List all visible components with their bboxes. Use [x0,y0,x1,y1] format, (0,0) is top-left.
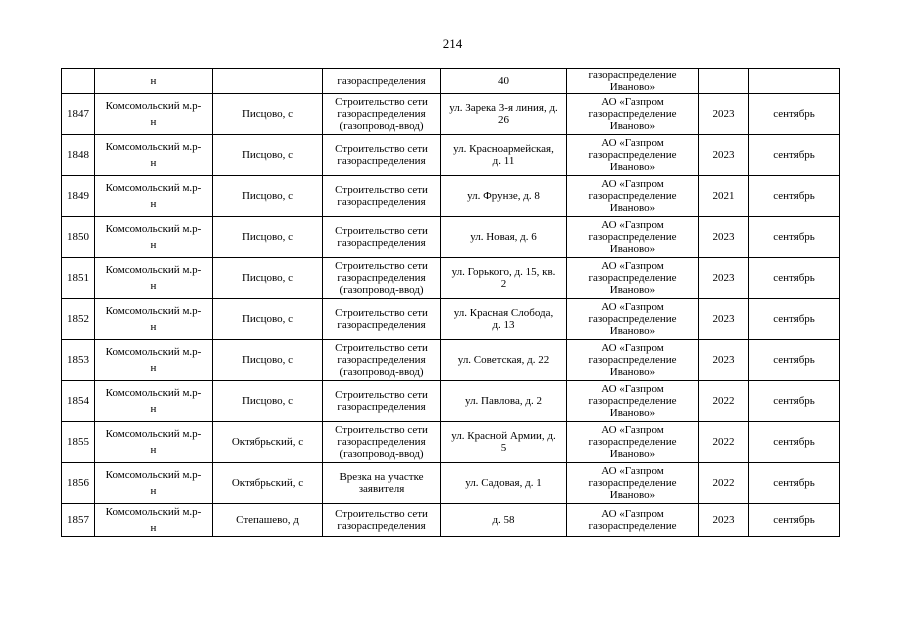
district-cell [95,381,213,422]
address-line: д. 58 [492,514,515,526]
organization-line: Иваново» [609,120,656,132]
address-line: ул. Павлова, д. 2 [465,395,542,407]
work-type-line: (газопровод-ввод) [339,284,424,296]
address-line: 26 [498,114,509,126]
district-line: Комсомольский м.р- [105,141,202,153]
row-number-cell: 1853 [62,340,95,381]
organization-cell [567,463,699,504]
organization-cell [567,340,699,381]
district-line: н [150,362,157,374]
work-type-line: газораспределения [337,436,426,448]
row-number-cell: 1855 [62,422,95,463]
organization-line: Иваново» [609,448,656,460]
work-type-line: газораспределения [337,319,426,331]
district-cell [95,463,213,504]
month-cell: сентябрь [749,217,840,258]
work-type-cell [323,69,441,94]
address-line: ул. Новая, д. 6 [470,231,537,243]
organization-cell [567,94,699,135]
work-type-cell [323,340,441,381]
work-type-line: Строительство сети [335,96,428,108]
month-cell: сентябрь [749,176,840,217]
settlement-cell: Писцово, с [213,258,323,299]
address-line: д. 11 [492,155,515,167]
month-cell: сентябрь [749,504,840,537]
work-type-line: газораспределения [337,108,426,120]
organization-line: АО «Газпром [601,424,664,436]
organization-line: Иваново» [609,284,656,296]
address-line: ул. Садовая, д. 1 [465,477,542,489]
work-type-line: Строительство сети [335,307,428,319]
settlement-cell: Октябрьский, с [213,463,323,504]
month-cell: сентябрь [749,463,840,504]
address-line: ул. Горького, д. 15, кв. [451,266,556,278]
organization-line: газораспределение [588,354,677,366]
month-cell [749,69,840,94]
organization-cell [567,135,699,176]
organization-line: газораспределение [588,313,677,325]
row-number-cell: 1850 [62,217,95,258]
row-number-cell [62,69,95,94]
district-cell: н [95,69,213,94]
district-cell [95,94,213,135]
organization-line: АО «Газпром [601,301,664,313]
table-row [62,504,840,537]
month-cell: сентябрь [749,94,840,135]
work-type-cell [323,176,441,217]
month-cell: сентябрь [749,422,840,463]
work-type-cell [323,504,441,537]
organization-line: Иваново» [609,407,656,419]
table-row [62,69,840,94]
organization-cell [567,504,699,537]
district-line: Комсомольский м.р- [105,346,202,358]
district-line: Комсомольский м.р- [105,305,202,317]
district-line: Комсомольский м.р- [105,223,202,235]
work-type-line: Строительство сети [335,260,428,272]
work-type-cell [323,422,441,463]
district-line: н [150,280,157,292]
address-cell [441,258,567,299]
year-cell: 2023 [699,94,749,135]
address-cell [441,69,567,94]
district-line: Комсомольский м.р- [105,100,202,112]
table-row [62,299,840,340]
year-cell [699,69,749,94]
district-line: Комсомольский м.р- [105,469,202,481]
table-row [62,135,840,176]
district-cell [95,504,213,537]
district-line: н [150,321,157,333]
district-line: Комсомольский м.р- [105,387,202,399]
organization-cell [567,299,699,340]
work-type-cell [323,258,441,299]
settlement-cell: Писцово, с [213,94,323,135]
organization-line: АО «Газпром [601,508,664,520]
settlement-cell: Писцово, с [213,381,323,422]
organization-line: Иваново» [609,81,656,93]
organization-line: Иваново» [609,489,656,501]
work-type-line: Строительство сети [335,184,428,196]
month-cell: сентябрь [749,299,840,340]
row-number-cell: 1851 [62,258,95,299]
organization-line: АО «Газпром [601,219,664,231]
table-row [62,217,840,258]
organization-line: Иваново» [609,202,656,214]
address-line: ул. Фрунзе, д. 8 [467,190,540,202]
organization-line: газораспределение [588,69,677,81]
organization-line: газораспределение [588,395,677,407]
table-row [62,381,840,422]
work-type-line: Строительство сети [335,424,428,436]
district-cell [95,340,213,381]
year-cell: 2022 [699,422,749,463]
work-type-line: Строительство сети [335,508,428,520]
year-cell: 2021 [699,176,749,217]
organization-line: газораспределение [588,477,677,489]
settlement-cell [213,69,323,94]
table-row [62,94,840,135]
district-line: Комсомольский м.р- [105,264,202,276]
organization-line: газораспределение [588,231,677,243]
row-number-cell: 1854 [62,381,95,422]
district-cell [95,176,213,217]
work-type-line: Строительство сети [335,342,428,354]
organization-line: газораспределение [588,272,677,284]
organization-line: Иваново» [609,243,656,255]
organization-line: АО «Газпром [601,465,664,477]
address-line: ул. Зарека 3-я линия, д. [449,102,558,114]
organization-line: Иваново» [609,161,656,173]
address-cell [441,176,567,217]
row-number-cell: 1852 [62,299,95,340]
table-row [62,176,840,217]
address-cell [441,422,567,463]
district-cell [95,422,213,463]
address-cell [441,381,567,422]
district-line: н [150,485,157,497]
table-row [62,422,840,463]
address-line: ул. Советская, д. 22 [457,354,550,366]
address-cell [441,217,567,258]
address-cell [441,299,567,340]
year-cell: 2023 [699,217,749,258]
organization-cell [567,422,699,463]
district-line: н [150,403,157,415]
address-line: 5 [500,442,507,454]
work-type-cell [323,217,441,258]
organization-cell [567,69,699,94]
year-cell: 2022 [699,381,749,422]
work-type-line: газораспределения [337,237,426,249]
table-body [62,69,840,537]
district-cell [95,299,213,340]
organization-line: АО «Газпром [601,137,664,149]
organization-line: АО «Газпром [601,96,664,108]
organization-line: АО «Газпром [601,342,664,354]
work-type-line: газораспределения [337,520,426,532]
work-type-cell [323,299,441,340]
district-cell [95,217,213,258]
address-line: 2 [500,278,507,290]
year-cell: 2022 [699,463,749,504]
district-line: н [150,522,157,534]
work-type-line: газораспределения [337,272,426,284]
settlement-cell: Писцово, с [213,135,323,176]
month-cell: сентябрь [749,381,840,422]
month-cell: сентябрь [749,340,840,381]
organization-line: газораспределение [588,149,677,161]
year-cell: 2023 [699,340,749,381]
settlement-cell: Писцово, с [213,176,323,217]
organization-line: газораспределение [588,520,677,532]
year-cell: 2023 [699,504,749,537]
address-line: ул. Красной Армии, д. [451,430,556,442]
settlement-cell: Октябрьский, с [213,422,323,463]
district-cell [95,258,213,299]
table-row [62,463,840,504]
organization-cell [567,217,699,258]
organization-cell [567,176,699,217]
district-cell [95,135,213,176]
row-number-cell: 1847 [62,94,95,135]
district-line: н [150,198,157,210]
year-cell: 2023 [699,299,749,340]
gas-program-table [61,68,840,537]
month-cell: сентябрь [749,258,840,299]
work-type-cell [323,94,441,135]
row-number-cell: 1848 [62,135,95,176]
work-type-line: Врезка на участке [339,471,424,483]
settlement-cell: Писцово, с [213,217,323,258]
organization-line: АО «Газпром [601,260,664,272]
district-line: н [150,239,157,251]
organization-cell [567,381,699,422]
address-cell [441,463,567,504]
organization-line: АО «Газпром [601,178,664,190]
organization-line: АО «Газпром [601,383,664,395]
district-line: Комсомольский м.р- [105,428,202,440]
work-type-cell [323,135,441,176]
work-type-line: Строительство сети [335,143,428,155]
work-type-line: газораспределения [337,155,426,167]
address-cell [441,135,567,176]
district-line: н [150,444,157,456]
settlement-cell: Писцово, с [213,299,323,340]
work-type-cell [323,463,441,504]
address-line: ул. Красноармейская, [453,143,554,155]
work-type-line: (газопровод-ввод) [339,366,424,378]
page-number: 214 [442,36,463,51]
work-type-line: газораспределения [337,75,426,87]
address-cell [441,94,567,135]
row-number-cell: 1856 [62,463,95,504]
district-line: Комсомольский м.р- [105,182,202,194]
work-type-line: (газопровод-ввод) [339,120,424,132]
address-line: д. 13 [492,319,515,331]
table-row [62,340,840,381]
organization-line: газораспределение [588,436,677,448]
settlement-cell: Степашево, д [213,504,323,537]
settlement-cell: Писцово, с [213,340,323,381]
address-cell [441,504,567,537]
work-type-line: Строительство сети [335,389,428,401]
district-line: Комсомольский м.р- [105,506,202,518]
organization-line: Иваново» [609,325,656,337]
year-cell: 2023 [699,258,749,299]
work-type-line: (газопровод-ввод) [339,448,424,460]
organization-line: Иваново» [609,366,656,378]
district-line: н [150,157,157,169]
organization-line: газораспределение [588,190,677,202]
work-type-cell [323,381,441,422]
organization-line: газораспределение [588,108,677,120]
month-cell: сентябрь [749,135,840,176]
table-row [62,258,840,299]
work-type-line: Строительство сети [335,225,428,237]
row-number-cell: 1857 [62,504,95,537]
address-line: ул. Красная Слобода, [453,307,554,319]
year-cell: 2023 [699,135,749,176]
work-type-line: газораспределения [337,354,426,366]
district-line: н [150,116,157,128]
work-type-line: газораспределения [337,401,426,413]
work-type-line: газораспределения [337,196,426,208]
work-type-line: заявителя [358,483,405,495]
row-number-cell: 1849 [62,176,95,217]
address-cell [441,340,567,381]
address-line: 40 [498,75,509,87]
organization-cell [567,258,699,299]
